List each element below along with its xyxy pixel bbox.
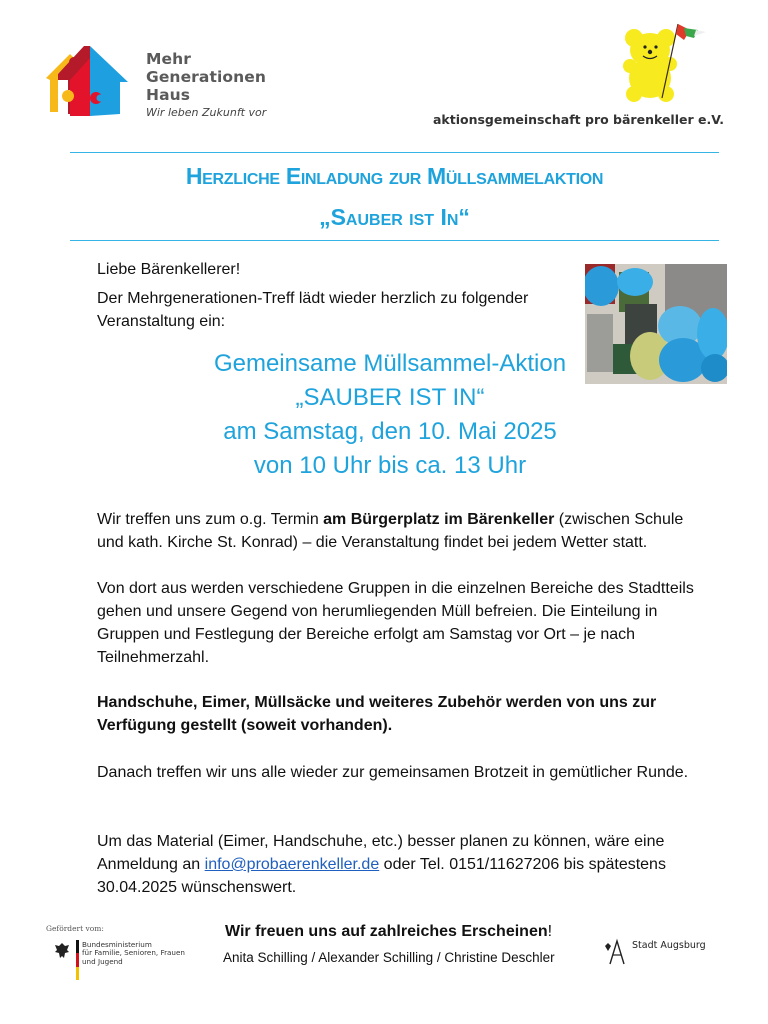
baerenkeller-bear-logo (620, 18, 708, 104)
ministry-line-2: für Familie, Senioren, Frauen (82, 948, 185, 958)
logo-line-2: Generationen (146, 68, 267, 86)
bear-with-flag-icon (620, 18, 708, 104)
ministry-name (82, 941, 185, 966)
invitation-subtitle: „Sauber ist In“ (319, 204, 470, 230)
email-link[interactable]: info@probaerenkeller.de (204, 856, 380, 873)
registration-text-end: oder Tel. 0151/11627206 bis spätestens 30.04.2025 wünschenswert. (97, 856, 666, 896)
stadt-augsburg-logo (600, 938, 720, 968)
closing-text: Wir freuen uns auf zahlreiches Erscheinen (225, 923, 548, 940)
funded-by-label: Gefördert vom: (46, 924, 104, 933)
organization-name: aktionsgemeinschaft pro bärenkeller e.V. (433, 112, 725, 127)
signers: Anita Schilling / Alexander Schilling / Christine Deschler (223, 950, 555, 965)
event-time: von 10 Uhr bis ca. 13 Uhr (253, 452, 527, 479)
augsburg-pinecone-a-icon (600, 938, 626, 966)
closing-punctuation: ! (547, 923, 553, 940)
intro-text: Der Mehrgenerationen-Treff lädt wieder herzlich zu folgender Veranstaltung ein: (97, 290, 529, 330)
title-divider-top (70, 152, 719, 153)
logo-tagline: Wir leben Zukunft vor (146, 106, 267, 119)
invitation-title: Herzliche Einladung zur Müllsammelaktion (185, 163, 604, 189)
meeting-text-end: (zwischen Schule und kath. Kirche St. Konrad) – die Veranstaltung findet bei jedem Wetter statt. (97, 511, 684, 551)
event-date: am Samstag, den 10. Mai 2025 (223, 418, 557, 445)
ministry-line-1: Bundesministerium (82, 940, 152, 949)
ministry-line-3: und Jugend (82, 956, 123, 966)
meeting-text-start: Wir treffen uns zum o.g. Termin (97, 511, 324, 528)
greeting: Liebe Bärenkellerer! (97, 261, 241, 278)
federal-eagle-icon (54, 942, 70, 960)
event-details (160, 347, 620, 483)
closing-line (225, 923, 552, 941)
title-divider-bottom (70, 240, 719, 241)
mehrgenerationenhaus-wordmark (146, 50, 266, 120)
event-name: Gemeinsame Müllsammel-Aktion (213, 350, 567, 377)
meeting-location: am Bürgerplatz im Bärenkeller (323, 511, 555, 528)
groups-paragraph: Von dort aus werden verschiedene Gruppen in die einzelnen Bereiche des Stadtteils gehen und unsere Gegend von herumliegenden Müll befreien. Die Einteilung in Gruppen und Festlegung der Bereiche erfolgt am Samstag vor Ort – je nach Teilnehmerzahl. (97, 580, 694, 666)
german-flag-stripe-icon (76, 940, 79, 980)
brotzeit-paragraph: Danach treffen wir uns alle wieder zur gemeinsamen Brotzeit in gemütlicher Runde. (97, 764, 689, 781)
event-motto: „SAUBER IST IN“ (295, 384, 485, 411)
mehrgenerationenhaus-logo (44, 40, 130, 118)
equipment-paragraph: Handschuhe, Eimer, Müllsäcke und weiteres Zubehör werden von uns zur Verfügung gestellt (soweit vorhanden). (97, 694, 657, 734)
registration-text-start: Um das Material (Eimer, Handschuhe, etc.) besser planen zu können, wäre eine Anmeldung an (97, 833, 665, 873)
logo-line-3: Haus (146, 86, 191, 104)
city-name: Stadt Augsburg (632, 940, 706, 951)
registration-paragraph (97, 830, 697, 899)
meeting-point-paragraph (97, 508, 697, 554)
logo-line-1: Mehr (146, 50, 192, 68)
ministry-logo (52, 940, 202, 982)
puzzle-house-icon (44, 40, 130, 118)
